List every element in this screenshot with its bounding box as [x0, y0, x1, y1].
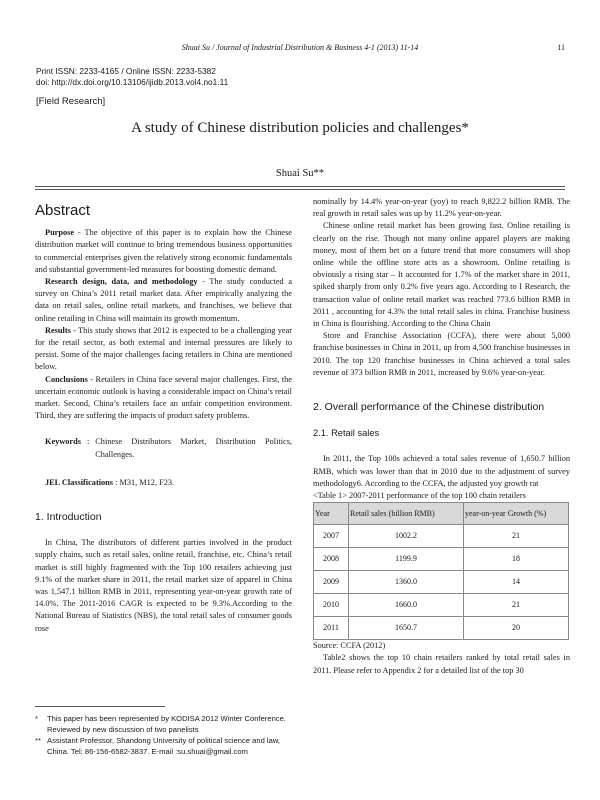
doi-line: doi: http://dx.doi.org/10.13106/ijidb.2013.vol4.no1.11 [36, 76, 229, 87]
footnote-1-text: This paper has been represented by KODISA 2012 Winter Conference. Reviewed by new discussion of two panelists [47, 714, 286, 734]
design-text: - The study conducted a survey on China’s 2011 retail market data. After empirically analyzing the data on retail sales, online retail markets, and franchises, we believe that online retailing in China will maintain its growth momentum. [35, 277, 292, 323]
table-row [314, 548, 569, 571]
intro-paragraph: In China, The distributors of different parties involved in the product supply chains, such as retail sales, online retail, franchise, etc. China’s retail market is still highly fragmented with the Top 100 retailers achieving just 9.1% of the market share in 2011, the retail market size of apparel in China was 1,547.1 billion RMB in 2011, representing year-on-year growth rate of 14.0%. The 2011-2016 CAGR is expected to be 9.3%.According to the National Bureau of Statistics (NBS), the total retail sales of consumer goods rose [35, 538, 292, 633]
table-cell-growth: 21 [464, 525, 569, 548]
right-column [313, 196, 570, 677]
table-cell-year: 2008 [314, 548, 349, 571]
table-cell-growth: 20 [464, 617, 569, 640]
table-cell-sales: 1660.0 [349, 594, 464, 617]
page-number: 11 [557, 43, 565, 52]
paragraph-continued: nominally by 14.4% year-on-year (yoy) to reach 9,822.2 billion RMB. The real growth in retail sales was up by 11.2% year-on-year. [313, 197, 570, 219]
table-source: Source: CCFA (2012) [313, 641, 386, 651]
conclusions-text: - Retailers in China face several major challenges. First, the uncertain economic outlook is having a considerable impact on China’s retail market. Second, China’s retailers face an unfair competition environment. Third, they are suffering the impacts of product safety problems. [35, 374, 292, 421]
table-header-row [314, 503, 569, 525]
table-cell-growth: 18 [464, 548, 569, 571]
table-row [314, 617, 569, 640]
keywords-text: Chinese Distributors Market, Distribution Politics, Challenges. [95, 437, 292, 459]
paragraph-online-retail: Chinese online retail market has been growing fast. Online retailing is clearly on the rise. Though not many online apparel players are making money, most of them bet on a future trend that more consumers will shop online while the offline store acts as a showroom. Online retailing is obviously a rising star – It accounted for 1.7% of the market share in 2011, spiked sharply from only 0.2% five years ago. According to I Research, the transaction value of online retail market was reached 773.6 billion RMB in 2011 , accounting for 4.3% the total retail sales in china. Franchise business in China is flourishing. According to the China Chain [313, 221, 570, 329]
footnote-rule [35, 706, 165, 707]
table-caption: <Table 1> 2007-2011 performance of the top 100 chain retailers [313, 491, 526, 501]
paragraph-table2: Table2 shows the top 10 chain retailers ranked by total retail sales in 2011. Please refer to Appendix 2 for a detailed list of the top 30 [313, 653, 570, 675]
purpose-text: - The objective of this paper is to explain how the Chinese distribution market will continue to bring tremendous business opportunities to commercial enterprises given the relatively strong economic fundamentals and substantial government-led measures for boosting domestic demand. [35, 228, 292, 274]
results-label: Results [45, 325, 71, 335]
header-rule [35, 186, 565, 187]
table-row [314, 571, 569, 594]
section-tag: [Field Research] [36, 96, 106, 107]
after-table-body [313, 640, 570, 677]
left-column [35, 196, 292, 635]
table-cell-year: 2009 [314, 571, 349, 594]
abstract-conclusions [35, 374, 292, 423]
intro-body [35, 537, 292, 635]
footnotes [35, 706, 292, 757]
header-rule-thin [35, 189, 565, 190]
intro-heading: 1. Introduction [35, 511, 102, 524]
table-header-growth: year-on-year Growth (%) [464, 503, 569, 525]
table-cell-growth: 14 [464, 571, 569, 594]
jel-block [35, 477, 292, 489]
abstract-purpose [35, 227, 292, 276]
keywords-block [35, 436, 292, 460]
footnote-1 [35, 713, 292, 735]
footnote-2-mark: ** [35, 736, 41, 745]
paragraph-franchise: Store and Franchise Association (CCFA), there were about 5,000 franchise businesses in China in 2011, up from 4,500 franchise businesses in 2010. The top 120 franchise businesses in China achieved a total sales revenue of 373 billion RMB in 2011, increased by 9.6% year-on-year. [313, 331, 570, 377]
abstract-design [35, 276, 292, 325]
design-label: Research design, data, and methodology [45, 277, 198, 287]
table-cell-year: 2010 [314, 594, 349, 617]
subsection-2-1-heading: 2.1. Retail sales [313, 428, 380, 439]
results-text: - This study shows that 2012 is expected to be a challenging year for the retail sector, as both external and internal pressures are likely to persist. Some of the major challenges facing retailers in China are mentioned below. [35, 325, 292, 372]
footnote-2-text: Assistant Professor, Shandong University of political science and law, China. Tel: 86-156-6582-3837. E-mail :su.shuai@gmail.com [47, 736, 280, 756]
footnote-1-mark: * [35, 714, 38, 723]
paragraph-retail-sales: In 2011, the Top 100s achieved a total sales revenue of 1,650.7 billion RMB, which was lower than that in 2010 due to the adjustment of survey methodology6. According to the CCFA, the adjusted yoy growth rat [313, 454, 570, 488]
table-row [314, 525, 569, 548]
right-body [313, 196, 570, 379]
table-header-sales: Retail sales (billion RMB) [349, 503, 464, 525]
issn-block [36, 66, 228, 87]
footnote-2 [35, 735, 292, 757]
table-header-year: Year [314, 503, 349, 525]
running-head-text: Shuai Su / Journal of Industrial Distribution & Business 4-1 (2013) 11-14 [181, 43, 419, 52]
table-cell-sales: 1360.0 [349, 571, 464, 594]
author: Shuai Su** [275, 168, 325, 179]
section-2-heading: 2. Overall performance of the Chinese distribution [313, 401, 545, 414]
keywords-separator: : [86, 437, 90, 447]
abstract-heading: Abstract [35, 202, 91, 219]
retail-table [313, 502, 569, 640]
conclusions-label: Conclusions [45, 374, 88, 384]
jel-text: : M31, M12, F23. [113, 477, 175, 487]
table-cell-sales: 1199.9 [349, 548, 464, 571]
keywords-label: Keywords [45, 437, 81, 447]
running-head [35, 43, 565, 55]
table-cell-year: 2007 [314, 525, 349, 548]
abstract-body [35, 227, 292, 422]
jel-label: JEL Classifications [45, 477, 113, 487]
table-cell-year: 2011 [314, 617, 349, 640]
table-row [314, 594, 569, 617]
table-cell-growth: 21 [464, 594, 569, 617]
abstract-results [35, 325, 292, 374]
issn-line: Print ISSN: 2233-4165 / Online ISSN: 2233-5382 [36, 66, 216, 76]
retail-body [313, 453, 570, 502]
table-cell-sales: 1002.2 [349, 525, 464, 548]
paper-title: A study of Chinese distribution policies and challenges* [131, 120, 469, 136]
purpose-label: Purpose [45, 228, 75, 238]
table-cell-sales: 1650.7 [349, 617, 464, 640]
